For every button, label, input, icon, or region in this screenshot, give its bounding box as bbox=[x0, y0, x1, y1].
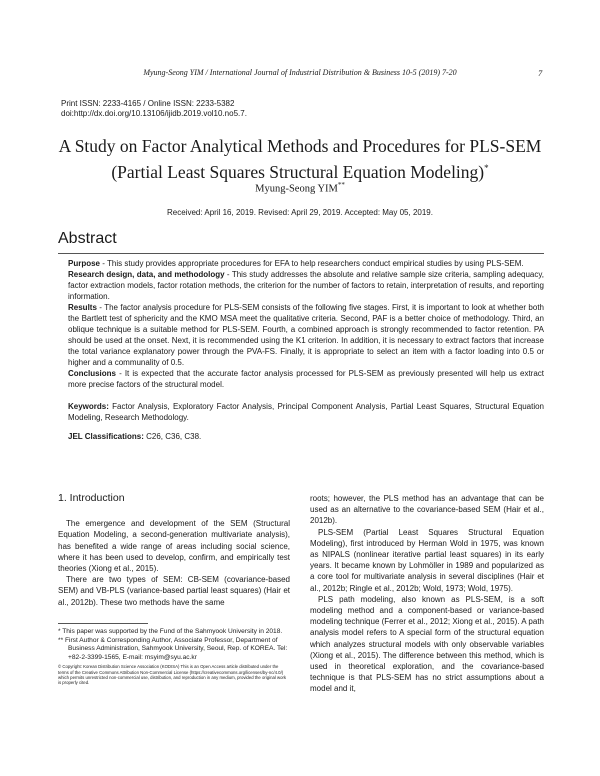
abstract-heading: Abstract bbox=[58, 230, 117, 247]
left-column bbox=[58, 493, 290, 608]
abstract-purpose bbox=[68, 258, 544, 269]
design-text: - This study addresses the absolute and relative sample size criteria, sampling adequacy, factor extraction models, factor rotation methods, the criterion for the number of factors to retain, interpretation of results, and reporting information. bbox=[68, 270, 544, 301]
paper-title bbox=[30, 135, 570, 183]
footnote-funding: * This paper was supported by the Fund of the Sahmyook University in 2018. bbox=[58, 628, 283, 635]
title-line-2-text: (Partial Least Squares Structural Equation Modeling) bbox=[111, 161, 485, 182]
running-head: Myung-Seong YIM / International Journal of Industrial Distribution & Business 10-5 (2019) 7-20 bbox=[143, 68, 457, 77]
purpose-label: Purpose bbox=[68, 259, 101, 268]
jel-label: JEL Classifications: bbox=[68, 432, 144, 441]
keywords-text: Factor Analysis, Exploratory Factor Analysis, Principal Component Analysis, Partial Least Squares, Structural Equation Modeling, Research Methodology. bbox=[68, 402, 544, 422]
footnote-rule bbox=[58, 623, 148, 624]
author-name: Myung-Seong YIM bbox=[255, 183, 338, 195]
abstract-conclusions bbox=[68, 368, 544, 390]
keywords-label: Keywords: bbox=[68, 402, 109, 411]
jel-text: C26, C36, C38. bbox=[143, 432, 202, 441]
abstract-body bbox=[68, 258, 544, 442]
purpose-text: - This study provides appropriate procedures for EFA to help researchers conduct empirical studies by using PLS-SEM. bbox=[100, 259, 524, 268]
jel-classifications bbox=[68, 431, 544, 442]
copyright-notice: © Copyright: Korean Distribution Science Association (KODISA) This is an Open Access article distributed under the terms of the Creative Commons Attribution Non-Commercial License (https://creativecommons.org/licenses/by-nc/4.0/) which permits unrestricted non-commercial use, distribution, and reproduction in any medium, provided the original work is properly cited. bbox=[58, 664, 287, 685]
intro-paragraph: There are two types of SEM: CB-SEM (covariance-based SEM) and VB-PLS (variance-based partial least squares) (Hair et al., 2012b). These two methods have the same bbox=[58, 575, 290, 607]
title-footnote-mark: * bbox=[484, 163, 489, 173]
footnote-author: ** First Author & Corresponding Author, Associate Professor, Department of Business Administration, Sahmyook University, Seoul, Rep. of KOREA. Tel: +82-2-3399-1565, E-mail: msyim@syu.ac.kr bbox=[58, 636, 288, 661]
title-line-2 bbox=[30, 157, 570, 183]
received-dates: Received: April 16, 2019. Revised: April 29, 2019. Accepted: May 05, 2019. bbox=[167, 208, 433, 217]
intro-paragraph: PLS path modeling, also known as PLS-SEM, is a soft modeling method and a component-based or variance-based modeling technique (Ferrer et al., 2012; Xiong et al., 2015). A path analysis model refers to A special form of the structural equation which analyzes structural models with only observable variables (Xiong et al., 2015). The difference between this method, which is used in theoretical exploration, and the covariance-based technique is that PLS-SEM has no strict assumptions about a model and it, bbox=[310, 594, 544, 694]
doi-link[interactable]: doi:http://dx.doi.org/10.13106/ijidb.2019.vol10.no5.7. bbox=[61, 109, 247, 118]
abstract-results bbox=[68, 302, 544, 368]
results-text: - The factor analysis procedure for PLS-SEM consists of the following five stages. First, it is important to look at whether both the Bartlett test of sphericity and the KMO MSA meet the qualitative criteria. Second, PAF is a better choice of methodology. Third, an oblique technique is a suitable method for PLS-SEM. Fourth, a combined approach is strongly recommended to factor retention. PA should be used at the onset. Next, it is recommended using the K1 criterion. In addition, it is necessary to extract factors that increase the total variance explanatory power through the PVA-FS. Finally, it is appropriate to select an item with a factor loading into 0.5 or higher and a communality of 0.5. bbox=[68, 303, 544, 367]
conclusions-label: Conclusions bbox=[68, 369, 117, 378]
abstract-design bbox=[68, 269, 544, 302]
author-line bbox=[0, 181, 600, 195]
intro-paragraph: The emergence and development of the SEM (Structural Equation Modeling, a second-generation multivariate analysis), has benefited a wide range of areas including social science, where it has been used to develop, confirm, and empirically test theories (Xiong et al., 2015). bbox=[58, 519, 290, 574]
conclusions-text: - It is expected that the accurate factor analysis processed for PLS-SEM as previously presented will help us extract more precise factors of the structural model. bbox=[68, 369, 544, 389]
page-number: 7 bbox=[538, 68, 543, 78]
keywords bbox=[68, 401, 544, 423]
intro-paragraph: PLS-SEM (Partial Least Squares Structural Equation Modeling), first introduced by Herman Wold in 1975, was known as NIPALS (nonlinear iterative partial least squares) in its early years. It became known by Lohmöller in 1989 and popularized as a core tool for multivariate analysis in several disciplines (Hair et al., 2012b; Ringle et al., 2012b; Wold, 1973; Wold, 1975). bbox=[310, 527, 544, 593]
intro-paragraph: roots; however, the PLS method has an advantage that can be used as an alternative to the covariance-based SEM (Hair et al., 2012b). bbox=[310, 494, 544, 526]
abstract-rule bbox=[58, 253, 544, 254]
introduction-heading: 1. Introduction bbox=[58, 492, 125, 504]
title-line-1: A Study on Factor Analytical Methods and Procedures for PLS-SEM bbox=[58, 136, 542, 156]
footnotes bbox=[58, 628, 290, 685]
right-column bbox=[310, 493, 544, 695]
design-label: Research design, data, and methodology bbox=[68, 270, 225, 279]
issn-block bbox=[61, 99, 247, 119]
results-label: Results bbox=[68, 303, 97, 312]
author-footnote-mark: ** bbox=[337, 181, 345, 189]
issn-line: Print ISSN: 2233-4165 / Online ISSN: 2233-5382 bbox=[61, 99, 235, 108]
